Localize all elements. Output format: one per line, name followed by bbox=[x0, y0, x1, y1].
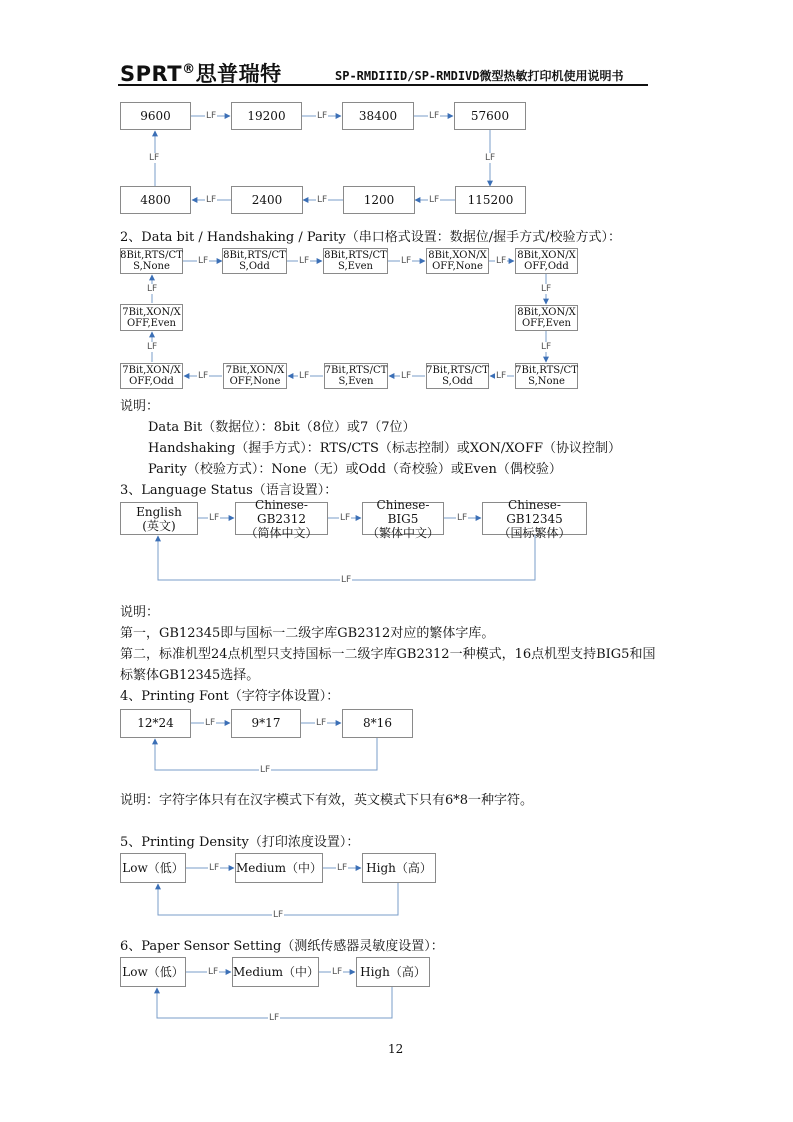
lf-label: LF bbox=[429, 195, 440, 205]
box-line: OFF,Even bbox=[126, 317, 176, 329]
lf-label: LF bbox=[269, 1013, 280, 1023]
lf-label: LF bbox=[341, 575, 352, 585]
lf-label: LF bbox=[429, 111, 440, 121]
box-line: S,Odd bbox=[239, 261, 270, 272]
format-box-8bit-xonxoff-odd bbox=[515, 248, 578, 274]
font-8x16-box: 8*16 bbox=[342, 709, 413, 738]
language-gb12345-box bbox=[482, 497, 587, 540]
lf-label: LF bbox=[317, 111, 328, 121]
language-big5-box bbox=[362, 497, 444, 540]
box-line: （简体中文） bbox=[245, 525, 318, 540]
baud-57600-box: 57600 bbox=[454, 102, 526, 130]
box-line: 8Bit,XON/X bbox=[517, 307, 576, 318]
note-handshaking: Handshaking（握手方式）：RTS/CTS（标志控制）或XON/XOFF（协议控制） bbox=[148, 441, 622, 456]
note-gb12345: 第一，GB12345即与国标一二级字库GB2312对应的繁体字库。 bbox=[120, 626, 495, 641]
lf-label: LF bbox=[317, 195, 328, 205]
lf-label: LF bbox=[209, 513, 220, 523]
format-box-7bit-rtscts-odd bbox=[426, 363, 489, 389]
box-line: 7Bit,XON/X bbox=[122, 306, 181, 318]
sensor-low-box: Low（低） bbox=[120, 957, 186, 987]
box-line: S,None bbox=[528, 376, 565, 387]
lf-label: LF bbox=[206, 111, 217, 121]
format-box-8bit-rtscts-odd bbox=[222, 248, 287, 274]
lf-label: LF bbox=[260, 765, 271, 775]
lf-label: LF bbox=[147, 342, 158, 352]
box-line: OFF,Odd bbox=[129, 376, 174, 387]
lf-label: LF bbox=[198, 371, 209, 381]
section-3-heading: 3、Language Status（语言设置）： bbox=[120, 483, 338, 498]
box-line: English bbox=[136, 504, 182, 519]
baud-38400-box: 38400 bbox=[342, 102, 414, 130]
box-line: 8Bit,XON/X bbox=[517, 250, 576, 261]
lf-label: LF bbox=[299, 371, 310, 381]
format-box-7bit-xonxoff-odd bbox=[120, 363, 183, 389]
density-high-box: High（高） bbox=[362, 853, 436, 883]
box-line: 7Bit,XON/X bbox=[122, 365, 181, 376]
baud-115200-box: 115200 bbox=[455, 186, 526, 214]
note-data-bit: Data Bit（数据位）：8bit（8位）或7（7位） bbox=[148, 420, 416, 435]
lf-label: LF bbox=[340, 513, 351, 523]
box-line: 8Bit,RTS/CT bbox=[120, 250, 183, 261]
box-line: S,None bbox=[133, 261, 170, 272]
lf-label: LF bbox=[496, 371, 507, 381]
format-box-8bit-rtscts-none bbox=[120, 248, 183, 274]
lf-label: LF bbox=[496, 256, 507, 266]
sensor-high-box: High（高） bbox=[356, 957, 430, 987]
box-line: （繁体中文） bbox=[366, 525, 439, 540]
box-line: OFF,Even bbox=[521, 318, 571, 329]
lf-label: LF bbox=[332, 967, 343, 977]
baud-19200-box: 19200 bbox=[231, 102, 302, 130]
box-line: 7Bit,XON/X bbox=[225, 365, 285, 376]
lf-label: LF bbox=[541, 342, 552, 352]
density-medium-box: Medium（中） bbox=[235, 853, 323, 883]
page-number: 12 bbox=[388, 1042, 404, 1056]
density-low-box: Low（低） bbox=[120, 853, 186, 883]
note-parity: Parity（校验方式）：None（无）或Odd（奇校验）或Even（偶校验） bbox=[148, 462, 562, 477]
box-line: 8Bit,RTS/CT bbox=[324, 250, 387, 261]
box-line: Chinese-GB12345 bbox=[506, 497, 563, 526]
lf-label: LF bbox=[209, 863, 220, 873]
lf-label: LF bbox=[208, 967, 219, 977]
box-line: （国标繁体） bbox=[498, 525, 571, 540]
lf-label: LF bbox=[206, 195, 217, 205]
box-line: S,Even bbox=[338, 376, 374, 387]
format-box-8bit-xonxoff-even bbox=[515, 305, 578, 331]
section-6-heading: 6、Paper Sensor Setting（测纸传感器灵敏度设置）： bbox=[120, 939, 444, 954]
lf-label: LF bbox=[147, 284, 158, 294]
lf-label: LF bbox=[401, 256, 412, 266]
document-title: SP-RMDIIID/SP-RMDIVD微型热敏打印机使用说明书 bbox=[335, 69, 624, 83]
format-box-8bit-rtscts-even bbox=[323, 248, 388, 274]
format-box-7bit-rtscts-even bbox=[324, 363, 388, 389]
section-2-heading: 2、Data bit / Handshaking / Parity（串口格式设置：数据位/握手方式/校验方式）： bbox=[120, 230, 621, 245]
lf-label: LF bbox=[485, 153, 496, 163]
format-box-7bit-xonxoff-even bbox=[120, 304, 183, 331]
format-box-7bit-rtscts-none bbox=[515, 363, 578, 389]
box-line: 8Bit,RTS/CT bbox=[223, 250, 286, 261]
brand-registered-mark: ® bbox=[182, 62, 196, 77]
baud-1200-box: 1200 bbox=[343, 186, 415, 214]
note-printing-font: 说明：字符字体只有在汉字模式下有效，英文模式下只有6*8一种字符。 bbox=[120, 793, 534, 808]
lf-label: LF bbox=[401, 371, 412, 381]
note-label: 说明： bbox=[120, 399, 160, 414]
lf-label: LF bbox=[273, 910, 284, 920]
brand-name-cn: 思普瑞特 bbox=[195, 62, 282, 86]
box-line: 7Bit,RTS/CT bbox=[426, 365, 489, 376]
box-line: OFF,None bbox=[432, 261, 483, 272]
box-line: 7Bit,RTS/CT bbox=[324, 365, 388, 376]
note-label: 说明： bbox=[120, 605, 160, 620]
lf-label: LF bbox=[316, 718, 327, 728]
box-line: S,Even bbox=[338, 261, 373, 272]
lf-label: LF bbox=[299, 256, 310, 266]
lf-label: LF bbox=[337, 863, 348, 873]
brand-name: SPRT bbox=[120, 62, 183, 86]
baud-4800-box: 4800 bbox=[120, 186, 191, 214]
format-box-8bit-xonxoff-none bbox=[426, 248, 489, 274]
lf-label: LF bbox=[541, 284, 552, 294]
lf-label: LF bbox=[457, 513, 468, 523]
font-9x17-box: 9*17 bbox=[231, 709, 301, 738]
note-model-support: 第二，标准机型24点机型只支持国标一二级字库GB2312一种模式，16点机型支持BIG5和国 bbox=[120, 647, 656, 662]
box-line: OFF,Odd bbox=[524, 261, 569, 272]
box-line: Chinese-BIG5 bbox=[376, 497, 430, 526]
box-line: OFF,None bbox=[229, 376, 281, 387]
language-english-box bbox=[120, 502, 198, 535]
font-12x24-box: 12*24 bbox=[120, 709, 191, 738]
box-line: 8Bit,XON/X bbox=[428, 250, 487, 261]
box-line: 7Bit,RTS/CT bbox=[515, 365, 578, 376]
format-box-7bit-xonxoff-none bbox=[223, 363, 287, 389]
box-line: Chinese-GB2312 bbox=[255, 497, 308, 526]
language-gb2312-box bbox=[235, 497, 328, 540]
lf-label: LF bbox=[198, 256, 209, 266]
section-4-heading: 4、Printing Font（字符字体设置）： bbox=[120, 689, 340, 704]
box-line: (英文) bbox=[142, 518, 176, 533]
lf-label: LF bbox=[205, 718, 216, 728]
lf-label: LF bbox=[149, 153, 160, 163]
baud-2400-box: 2400 bbox=[231, 186, 303, 214]
sensor-medium-box: Medium（中） bbox=[232, 957, 319, 987]
section-5-heading: 5、Printing Density（打印浓度设置）： bbox=[120, 835, 360, 850]
box-line: S,Odd bbox=[442, 376, 473, 387]
baud-9600-box: 9600 bbox=[120, 102, 191, 130]
note-model-support-cont: 标繁体GB12345选择。 bbox=[120, 668, 260, 683]
